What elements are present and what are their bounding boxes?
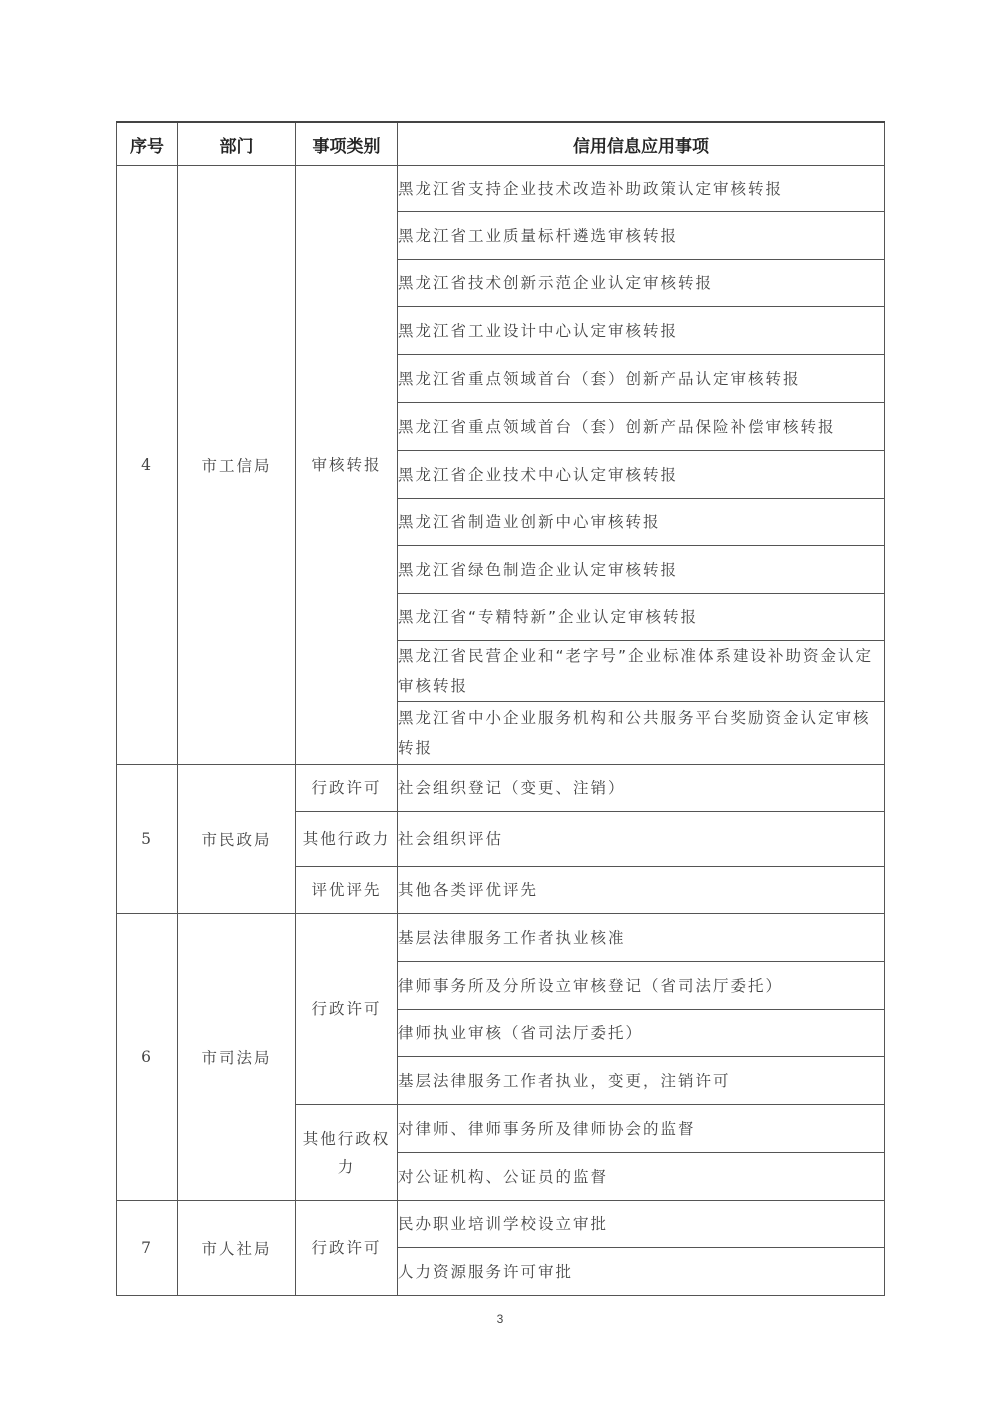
credit-item: 律师执业审核（省司法厅委托） [398, 1010, 885, 1057]
credit-item: 黑龙江省“专精特新”企业认定审核转报 [398, 594, 885, 641]
table-row [117, 166, 885, 212]
department: 市人社局 [178, 1201, 296, 1296]
credit-info-table [116, 121, 885, 1296]
credit-item: 其他各类评优评先 [398, 867, 885, 914]
header-serial-number: 序号 [117, 122, 178, 166]
credit-item: 基层法律服务工作者执业，变更，注销许可 [398, 1057, 885, 1105]
credit-item: 黑龙江省技术创新示范企业认定审核转报 [398, 260, 885, 307]
credit-item: 基层法律服务工作者执业核准 [398, 914, 885, 962]
credit-item: 黑龙江省工业设计中心认定审核转报 [398, 307, 885, 355]
item-category: 其他行政权力 [296, 1105, 398, 1201]
credit-item: 民办职业培训学校设立审批 [398, 1201, 885, 1248]
table-row [117, 1201, 885, 1248]
credit-item: 黑龙江省中小企业服务机构和公共服务平台奖励资金认定审核转报 [398, 702, 885, 765]
credit-item: 社会组织登记（变更、注销） [398, 765, 885, 812]
credit-item: 黑龙江省制造业创新中心审核转报 [398, 499, 885, 546]
credit-item: 黑龙江省工业质量标杆遴选审核转报 [398, 212, 885, 260]
serial-number: 6 [117, 914, 178, 1201]
item-category: 行政许可 [296, 765, 398, 812]
table-row [117, 765, 885, 812]
credit-item: 律师事务所及分所设立审核登记（省司法厅委托） [398, 962, 885, 1010]
credit-item: 黑龙江省支持企业技术改造补助政策认定审核转报 [398, 166, 885, 212]
credit-item: 黑龙江省绿色制造企业认定审核转报 [398, 546, 885, 594]
department: 市司法局 [178, 914, 296, 1201]
department: 市民政局 [178, 765, 296, 914]
page-number: 3 [496, 1312, 504, 1326]
serial-number: 5 [117, 765, 178, 914]
header-credit-application-item: 信用信息应用事项 [398, 122, 885, 166]
serial-number: 7 [117, 1201, 178, 1296]
header-department: 部门 [178, 122, 296, 166]
department: 市工信局 [178, 166, 296, 765]
item-category: 行政许可 [296, 914, 398, 1105]
credit-item: 人力资源服务许可审批 [398, 1248, 885, 1296]
item-category: 审核转报 [296, 166, 398, 765]
credit-item: 对公证机构、公证员的监督 [398, 1153, 885, 1201]
credit-item: 社会组织评估 [398, 812, 885, 867]
table-row [117, 914, 885, 962]
item-category: 其他行政力 [296, 812, 398, 867]
table-header-row [117, 122, 885, 166]
credit-item: 黑龙江省企业技术中心认定审核转报 [398, 451, 885, 499]
header-item-category: 事项类别 [296, 122, 398, 166]
credit-item: 黑龙江省民营企业和“老字号”企业标准体系建设补助资金认定审核转报 [398, 641, 885, 702]
credit-item: 黑龙江省重点领域首台（套）创新产品认定审核转报 [398, 355, 885, 403]
item-category: 行政许可 [296, 1201, 398, 1296]
credit-item: 对律师、律师事务所及律师协会的监督 [398, 1105, 885, 1153]
credit-item: 黑龙江省重点领域首台（套）创新产品保险补偿审核转报 [398, 403, 885, 451]
item-category: 评优评先 [296, 867, 398, 914]
serial-number: 4 [117, 166, 178, 765]
